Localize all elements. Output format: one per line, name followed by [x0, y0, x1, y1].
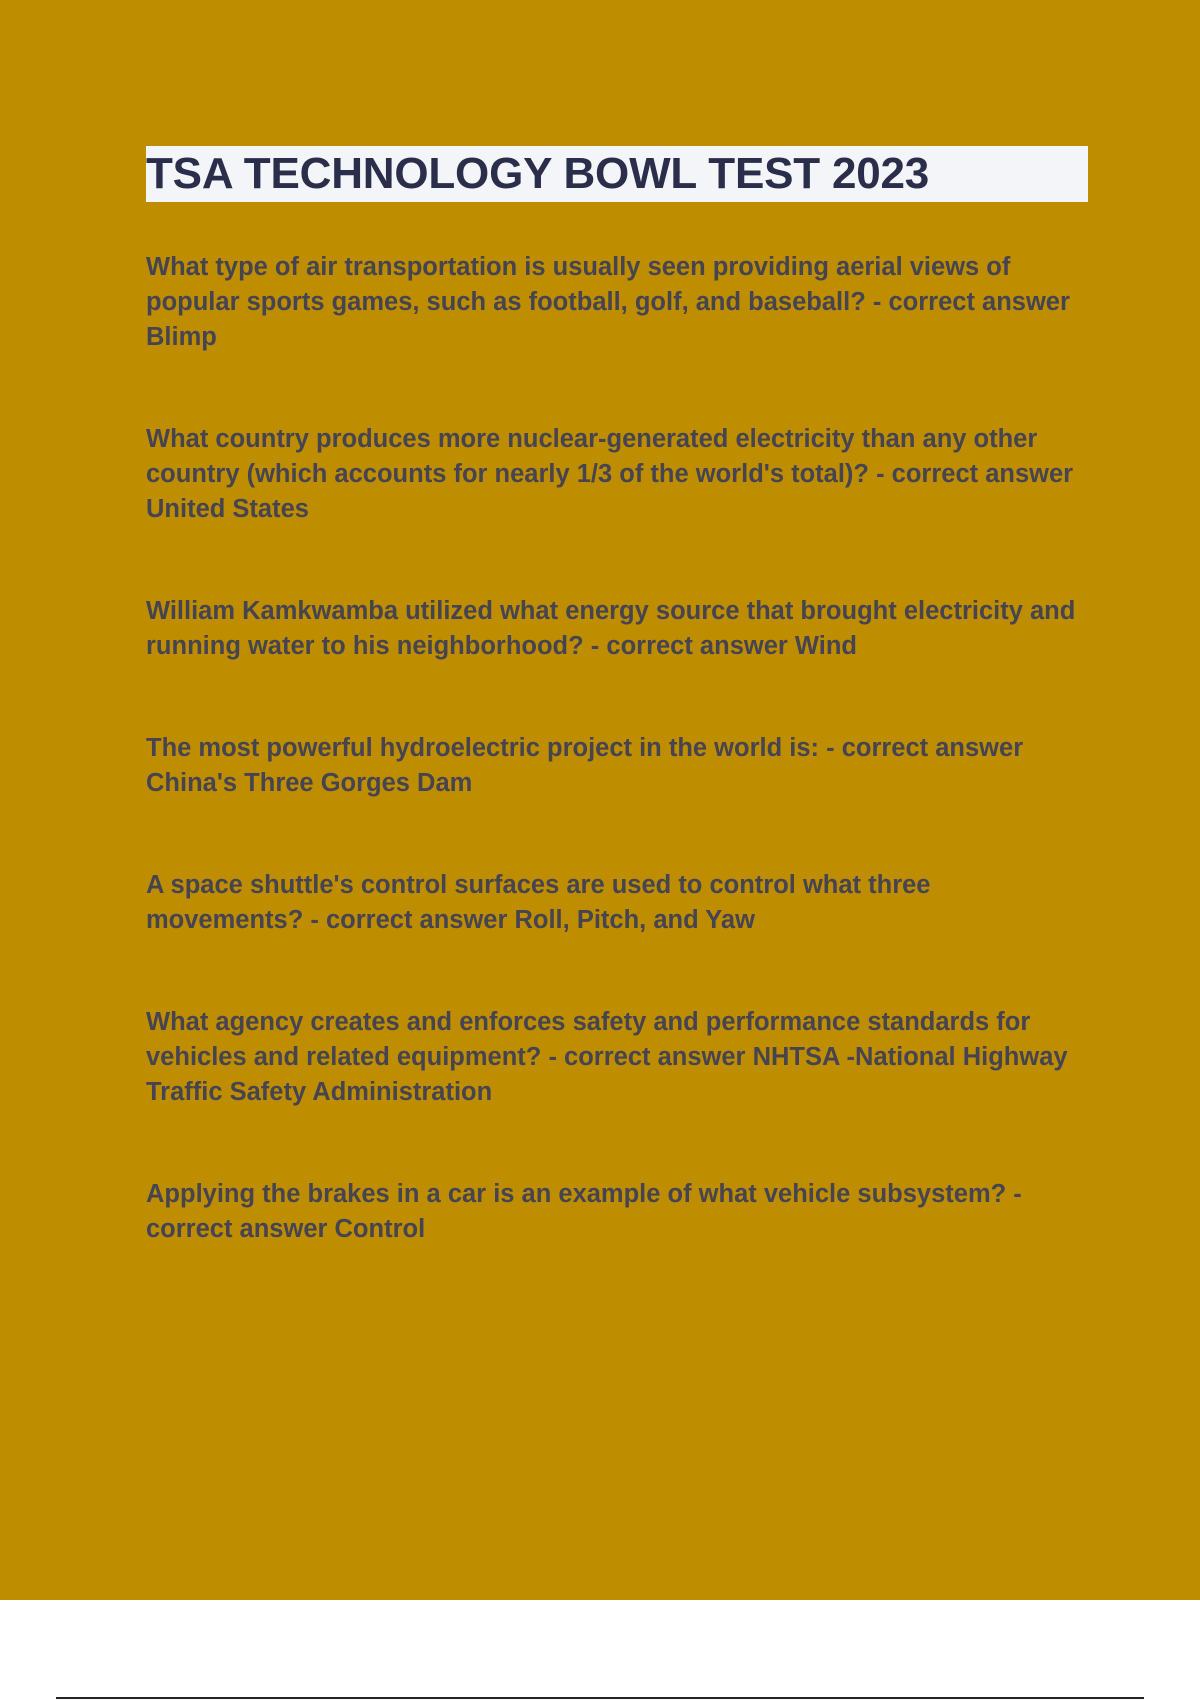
title-banner: [146, 146, 1088, 202]
question-text: Applying the brakes in a car is an example of what vehicle subsystem?: [146, 1180, 1007, 1208]
question-separator: -: [819, 734, 842, 762]
answer-text: NHTSA -National Highway Traffic Safety Administration: [146, 1043, 1068, 1106]
answer-label: correct answer: [146, 1215, 335, 1243]
question-item: [146, 1177, 1092, 1247]
question-text: What type of air transportation is usually seen providing aerial views of popular sports games, such as football, golf, and baseball?: [146, 253, 1011, 316]
question-separator: -: [583, 632, 607, 660]
footer-divider: [56, 1697, 1144, 1699]
answer-text: Roll, Pitch, and Yaw: [514, 906, 755, 934]
answer-label: correct answer: [564, 1043, 753, 1071]
answer-text: United States: [146, 495, 309, 523]
answer-text: China's Three Gorges Dam: [146, 769, 473, 797]
question-separator: -: [541, 1043, 565, 1071]
question-item: [146, 594, 1092, 664]
question-separator: -: [869, 460, 892, 488]
answer-text: Control: [334, 1215, 426, 1243]
question-item: [146, 422, 1092, 527]
question-text: William Kamkwamba utilized what energy source that brought electricity and running water to his neighborhood?: [146, 597, 1076, 660]
answer-label: correct answer: [841, 734, 1024, 762]
question-text: What country produces more nuclear-generated electricity than any other country (which accounts for nearly 1/3 of the world's total)?: [146, 425, 1038, 488]
question-text: A space shuttle's control surfaces are used to control what three movements?: [146, 871, 931, 934]
question-list: [146, 250, 1092, 1247]
answer-text: Wind: [794, 632, 857, 660]
question-item: [146, 868, 1092, 938]
answer-text: Blimp: [146, 323, 217, 351]
page-title: TSA TECHNOLOGY BOWL TEST 2023: [146, 149, 930, 198]
answer-label: correct answer: [325, 906, 515, 934]
answer-label: correct answer: [891, 460, 1074, 488]
question-item: [146, 1005, 1092, 1110]
question-separator: -: [865, 288, 889, 316]
question-item: [146, 250, 1092, 355]
question-text: The most powerful hydroelectric project in the world is:: [146, 734, 820, 762]
question-separator: -: [303, 906, 326, 934]
answer-label: correct answer: [606, 632, 795, 660]
question-separator: -: [1006, 1180, 1022, 1208]
question-text: What agency creates and enforces safety and performance standards for vehicles and related equipment?: [146, 1008, 1031, 1071]
answer-label: correct answer: [888, 288, 1070, 316]
question-item: [146, 731, 1092, 801]
